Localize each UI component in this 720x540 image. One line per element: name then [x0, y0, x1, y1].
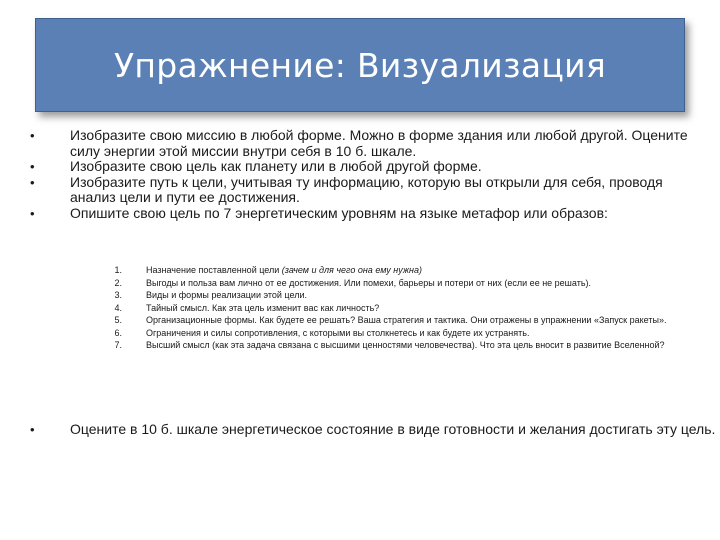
level-text: Назначение поставленной цели	[146, 265, 282, 275]
level-number: 6.	[114, 327, 122, 338]
levels-list	[108, 265, 668, 353]
level-number: 1.	[114, 265, 122, 275]
level-text: Ограничения и силы сопротивления, с которыми вы столкнетесь и как будете их устранять.	[146, 327, 530, 338]
level-item-5	[108, 315, 668, 326]
bullet-text: Опишите свою цель по 7 энергетическим уровням на языке метафор или образов:	[70, 204, 608, 221]
level-item-4	[108, 303, 668, 314]
level-text: Тайный смысл. Как эта цель изменит вас как личность?	[146, 302, 380, 313]
level-text: Выгоды и польза вам лично от ее достижения. Или помехи, барьеры и потери от них (если ее не решать).	[146, 277, 592, 288]
level-text: Высший смысл (как эта задача связана с высшими ценностями человечества). Что эта цель вносит в развитие Вселенной?	[146, 340, 665, 350]
bullet-list	[30, 128, 690, 221]
bullet-marker: •	[30, 174, 35, 190]
level-number: 3.	[114, 290, 122, 300]
level-number: 7.	[114, 340, 122, 350]
bullet-item-mission	[30, 128, 690, 159]
bullet-marker: •	[30, 159, 35, 174]
level-number: 2.	[114, 277, 122, 288]
bullet-text: Изобразите свою цель как планету или в любой другой форме.	[70, 158, 482, 174]
level-item-6	[108, 328, 668, 339]
level-number: 5.	[114, 315, 122, 325]
level-item-1	[108, 265, 668, 276]
level-item-2	[108, 278, 668, 289]
bullet-item-goal	[30, 159, 690, 175]
bullet-item-levels	[30, 206, 690, 222]
level-text: Организационные формы. Как будете ее решать? Ваша стратегия и тактика. Они отражены в упражнении «Запуск ракеты».	[146, 315, 667, 325]
level-item-7	[108, 340, 668, 351]
bullet-marker: •	[30, 205, 35, 221]
bullet-item-path	[30, 175, 690, 206]
level-text: Виды и формы реализации этой цели.	[146, 290, 307, 300]
level-note: (зачем и для чего она ему нужна)	[281, 265, 422, 275]
level-number: 4.	[114, 302, 122, 313]
bullet-text: Оцените в 10 б. шкале энергетическое состояние в виде готовности и желания достигать эту цель.	[70, 421, 716, 437]
bullet-item-assess	[30, 422, 720, 438]
bullet-marker: •	[30, 422, 35, 437]
title-banner	[35, 18, 685, 112]
bullet-text: Изобразите свою миссию в любой форме. Можно в форме здания или любой другой. Оцените силу энергии этой миссии внутри себя в 10 б. шкале.	[70, 127, 688, 159]
bullet-marker: •	[30, 128, 35, 143]
level-item-3	[108, 290, 668, 301]
slide-title: Упражнение: Визуализация	[113, 45, 607, 85]
bullet-text: Изобразите путь к цели, учитывая ту информацию, которую вы открыли для себя, проводя анализ цели и пути ее достижения.	[70, 173, 663, 205]
